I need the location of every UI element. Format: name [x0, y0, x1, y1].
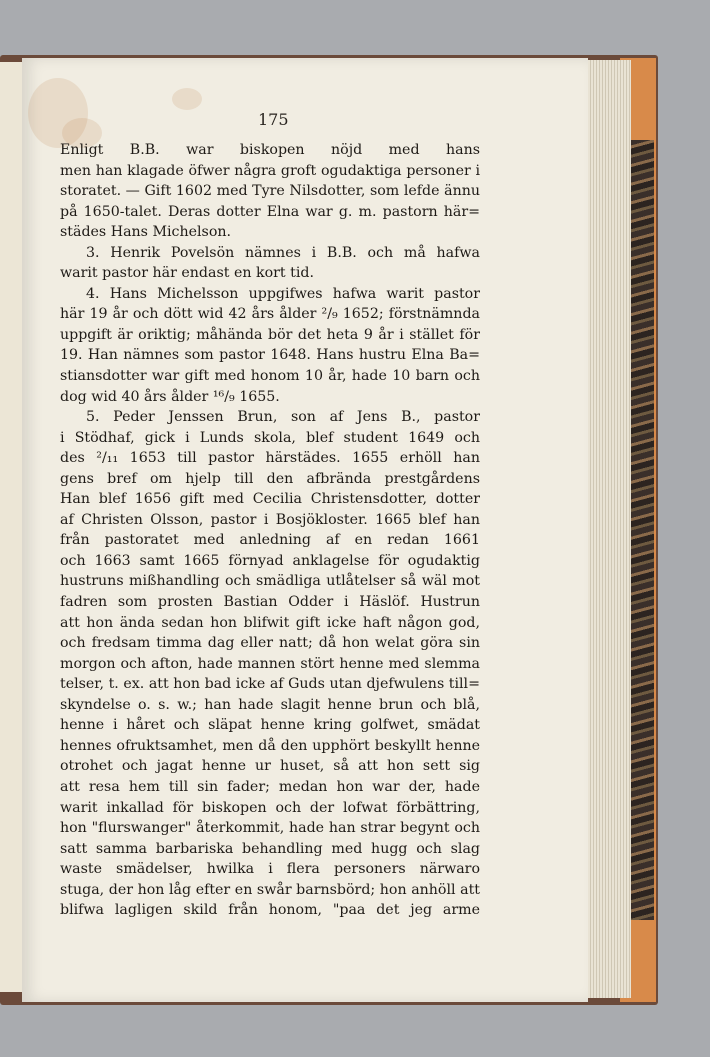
- text-line: otrohet och jagat henne ur huset, så att hon sett sig: [60, 758, 480, 775]
- text-line: och fredsam timma dag eller natt; då hon welat göra sin: [60, 635, 480, 652]
- text-line: storatet. — Gift 1602 med Tyre Nilsdotter, som lefde ännu: [60, 183, 480, 200]
- text-line: satt samma barbariska behandling med hugg och slag: [60, 840, 480, 857]
- text-line: hennes ofruktsamhet, men då den upphört beskyllt henne: [60, 737, 480, 754]
- text-line: fadren som prosten Bastian Odder i Häslöf. Hustrun: [60, 594, 480, 611]
- text-line: Enligt B.B. war biskopen nöjd med hans: [60, 142, 480, 158]
- text-line: men han klagade öfwer några groft ogudaktiga personer i: [60, 162, 480, 179]
- text-line: skyndelse o. s. w.; han hade slagit henne brun och blå,: [60, 696, 480, 713]
- text-line: gens bref om hjelp till den afbrända prestgårdens: [60, 470, 480, 487]
- text-line: stiansdotter war gift med honom 10 år, hade 10 barn och: [60, 368, 480, 385]
- text-line: Han blef 1656 gift med Cecilia Christensdotter, dotter: [60, 491, 480, 508]
- text-line: och 1663 samt 1665 förnyad anklagelse för ogudaktig: [60, 552, 480, 569]
- text-line: uppgift är oriktig; måhända bör det heta 9 år i stället för: [60, 326, 480, 343]
- text-line: hon "flurswanger" återkommit, hade han strar begynt och: [60, 820, 480, 837]
- text-line: städes Hans Michelson.: [60, 224, 232, 241]
- text-line: hustruns mißhandling och smädliga utlåtelser så wäl mot: [60, 573, 480, 590]
- text-line: från pastoratet med anledning af en redan 1661: [60, 532, 480, 549]
- marbled-endpaper: [628, 140, 654, 920]
- text-line: 4. Hans Michelsson uppgifwes hafwa warit pastor: [86, 285, 480, 302]
- page-number: 175: [258, 110, 289, 129]
- text-line: i Stödhaf, gick i Lunds skola, blef student 1649 och: [60, 429, 480, 446]
- text-line: att resa hem till sin fader; medan hon war der, hade: [60, 778, 480, 795]
- text-line: här 19 år och dött wid 42 års ålder ²/₉ 1652; förstnämnda: [60, 306, 480, 323]
- text-line: henne i håret och släpat henne kring golfwet, smädat: [60, 717, 480, 734]
- text-line: att hon ända sedan hon blifwit gift icke haft någon god,: [60, 614, 480, 631]
- foxing-stain: [172, 88, 202, 110]
- text-line: 5. Peder Jenssen Brun, son af Jens B., pastor: [86, 409, 480, 426]
- text-line: des ²/₁₁ 1653 till pastor härstädes. 1655 erhöll han: [60, 450, 480, 467]
- text-line: waste smädelser, hwilka i flera personers närwaro: [60, 861, 480, 878]
- text-line: af Christen Olsson, pastor i Bosjökloster. 1665 blef han: [60, 511, 480, 528]
- text-line: stuga, der hon låg efter en swår barnsbörd; hon anhöll att: [60, 881, 480, 898]
- left-page-margin: [0, 62, 22, 992]
- text-line: warit pastor här endast en kort tid.: [60, 265, 314, 282]
- page-edges: [585, 60, 631, 998]
- text-line: telser, t. ex. att hon bad icke af Guds utan djefwulens till=: [60, 676, 480, 693]
- text-line: på 1650-talet. Deras dotter Elna war g. m. pastorn här=: [60, 203, 480, 220]
- text-line: blifwa lagligen skild från honom, "paa det jeg arme: [60, 902, 480, 919]
- text-line: 3. Henrik Povelsön nämnes i B.B. och må hafwa: [86, 244, 480, 261]
- text-line: 19. Han nämnes som pastor 1648. Hans hustru Elna Ba=: [60, 347, 480, 364]
- text-line: dog wid 40 års ålder ¹⁶/₉ 1655.: [60, 388, 280, 405]
- body-text: [60, 140, 480, 921]
- text-line: morgon och afton, hade mannen stört henne med slemma: [60, 655, 480, 672]
- text-line: warit inkallad för biskopen och der lofwat förbättring,: [60, 799, 480, 816]
